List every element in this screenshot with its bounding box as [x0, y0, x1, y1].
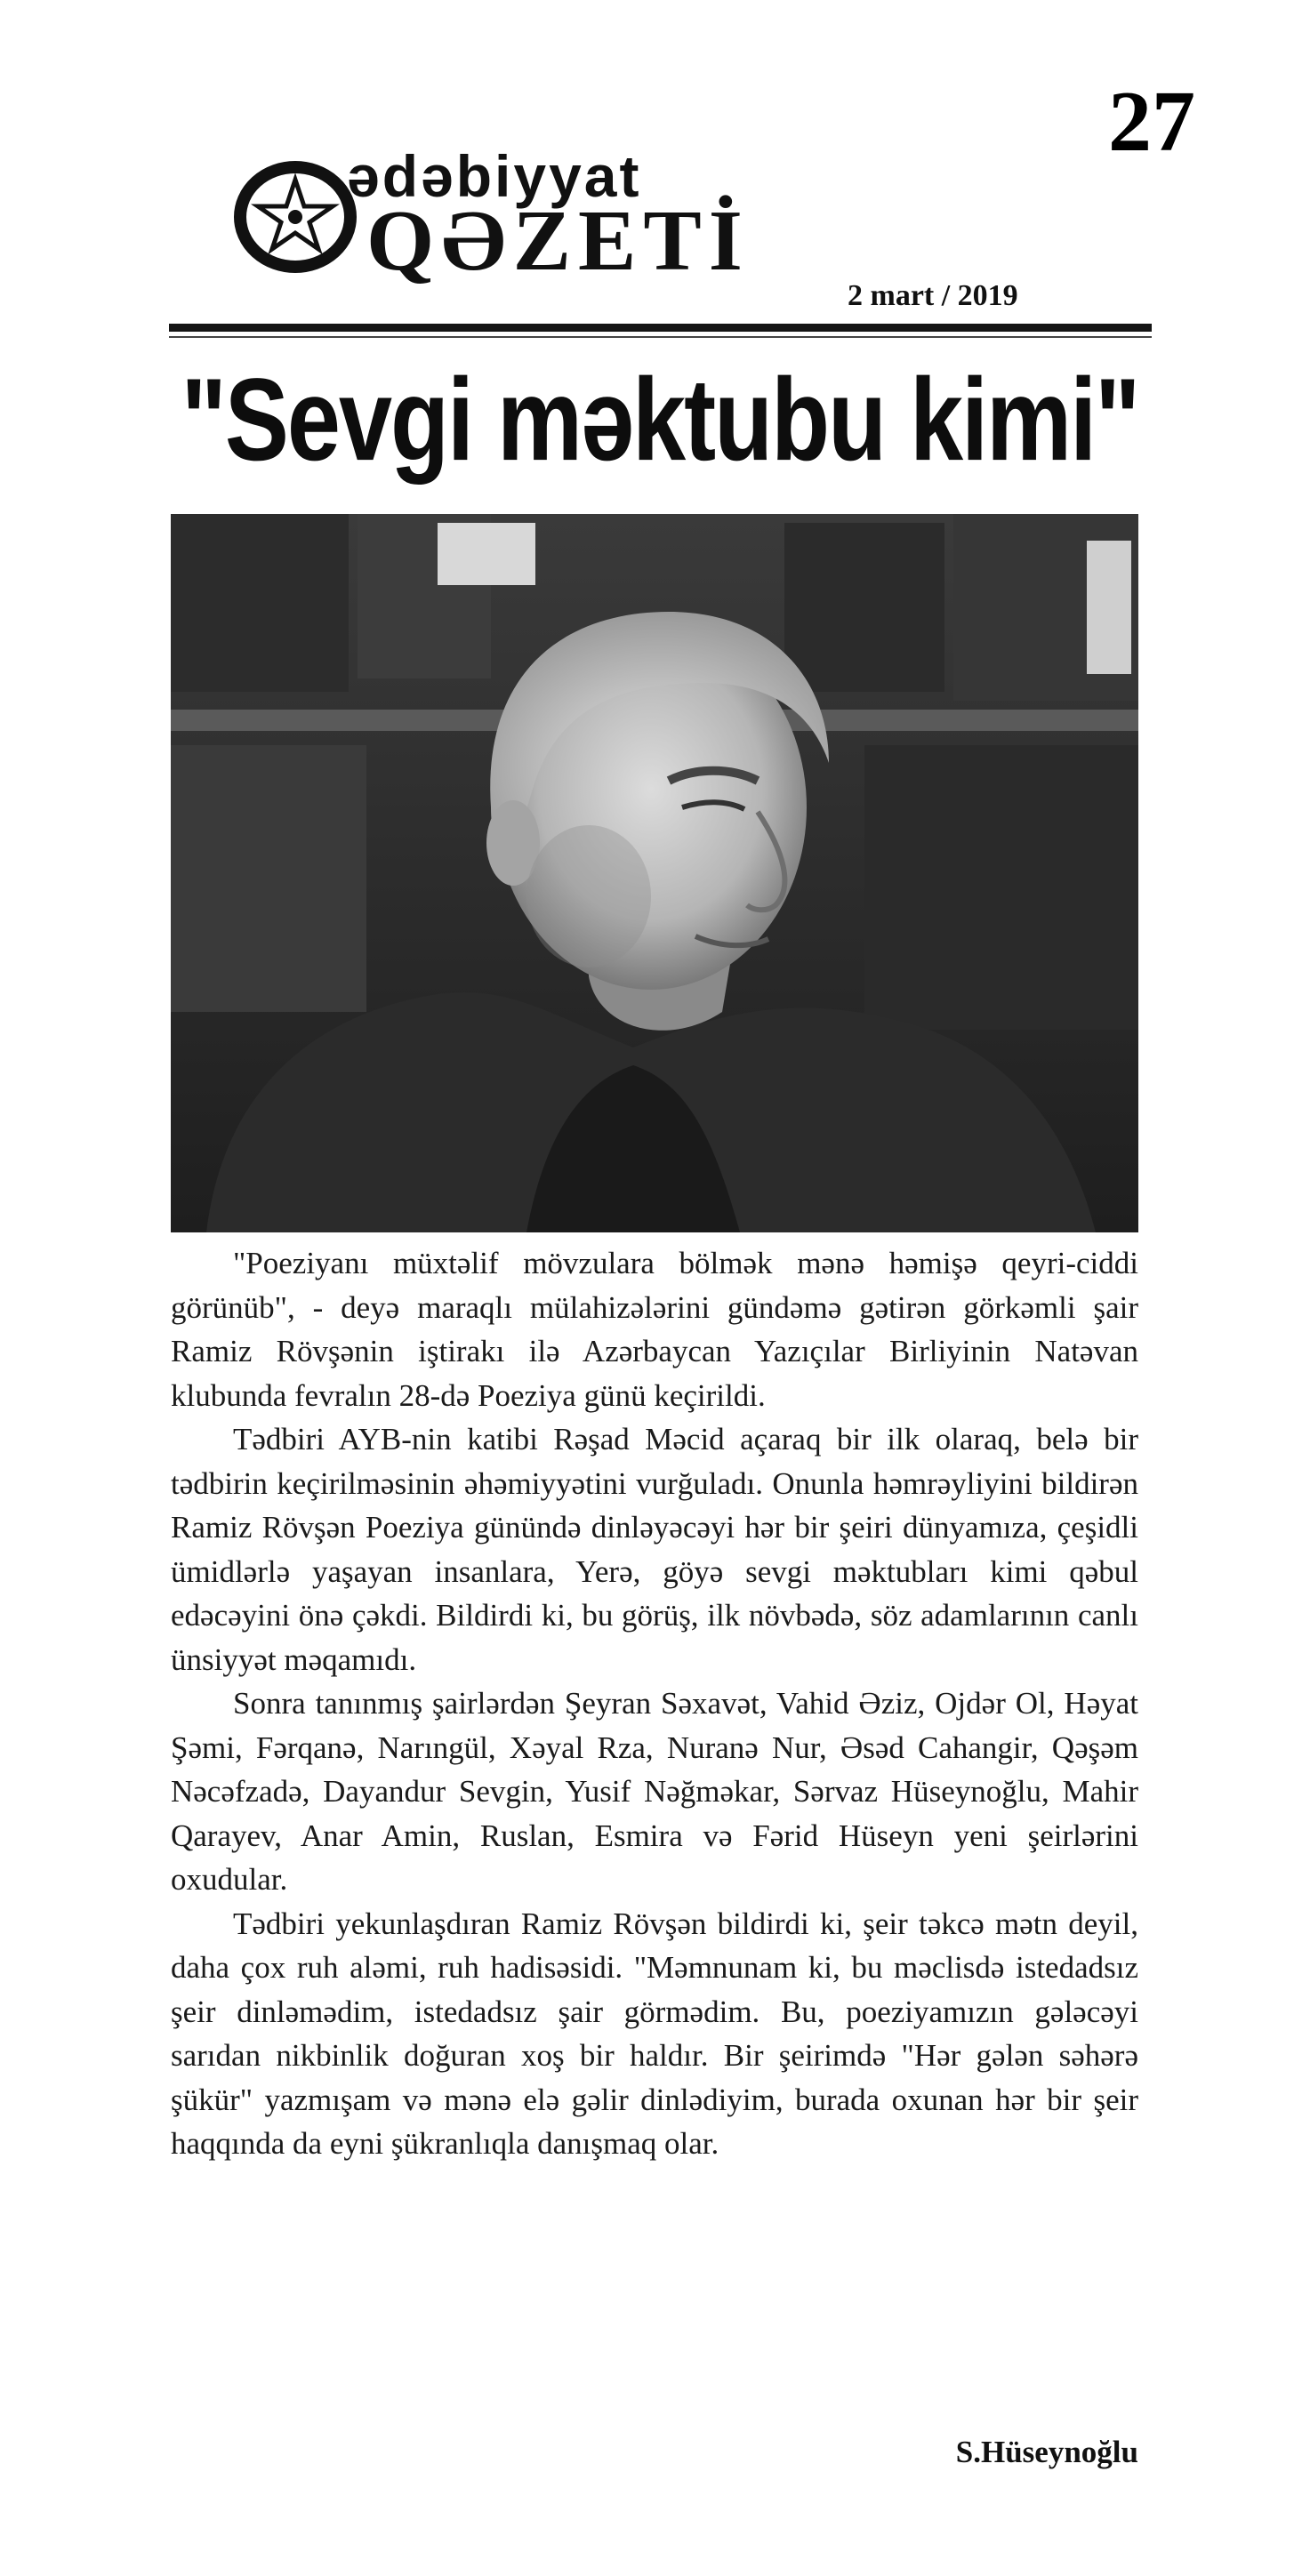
article-paragraph: "Poeziyanı müxtəlif mövzulara bölmək mənə həmişə qeyri-ciddi görünüb", - deyə maraqlı mülahizələrini gündəmə gətirən görkəmli şair Ramiz Rövşənin iştirakı ilə Azərbaycan Yazıçılar Birliyinin Natəvan klubunda fevralın 28-də Poeziya günü keçirildi.: [171, 1246, 1138, 1413]
issue-date: 2 mart / 2019: [848, 279, 1018, 312]
page-number: 27: [1108, 74, 1195, 170]
article-paragraph: Tədbiri AYB-nin katibi Rəşad Məcid açaraq bir ilk olaraq, belə bir tədbirin keçirilməsinin əhəmiyyətini vurğuladı. Onunla həmrəyliyini bildirən Ramiz Rövşən Poeziya günündə dinləyəcəyi hər bir şeiri dünyamıza, çeşidli ümidlərlə yaşayan insanlara, Yerə, göyə sevgi məktubları kimi qəbul edəcəyini önə çəkdi. Bildirdi ki, bu görüş, ilk növbədə, söz adamlarının canlı ünsiyyət məqamıdı.: [171, 1422, 1138, 1677]
masthead-line2: QƏZETİ: [366, 193, 750, 289]
portrait-photo: [171, 514, 1138, 1232]
author-byline: S.Hüseynoğlu: [955, 2435, 1138, 2469]
newspaper-masthead: [233, 142, 750, 293]
article-body: [171, 1241, 1138, 2166]
masthead-line1: ədəbiyyat: [347, 143, 642, 209]
article-paragraph: Sonra tanınmış şairlərdən Şeyran Səxavət, Vahid Əziz, Ojdər Ol, Həyat Şəmi, Fərqanə, Narıngül, Xəyal Rza, Nuranə Nur, Əsəd Cahangir, Qəşəm Nəcəfzadə, Dayandur Sevgin, Yusif Nəğməkar, Sərvaz Hüseynoğlu, Mahir Qarayev, Anar Amin, Ruslan, Esmira və Fərid Hüseyn yeni şeirlərini oxudular.: [171, 1686, 1138, 1897]
article-paragraph: Tədbiri yekunlaşdıran Ramiz Rövşən bildirdi ki, şeir təkcə mətn deyil, daha çox ruh aləmi, ruh hadisəsidi. "Məmnunam ki, bu məclisdə istedadsız şeir dinləmədim, istedadsız şair görmədim. Bu, poeziyamızın gələcəyi sarıdan nikbinlik doğuran xoş bir haldır. Bir şeirimdə "Hər gələn səhərə şükür" yazmışam və mənə elə gəlir dinlədiyim, burada oxunan hər bir şeir haqqında da eyni şükranlıqla danışmaq olar.: [171, 1906, 1138, 2161]
portrait-photo-icon: [171, 514, 1138, 1232]
article-headline: "Sevgi məktubu kimi": [181, 353, 1139, 486]
header-rule-thin: [169, 336, 1152, 338]
header-rule: [169, 324, 1152, 332]
